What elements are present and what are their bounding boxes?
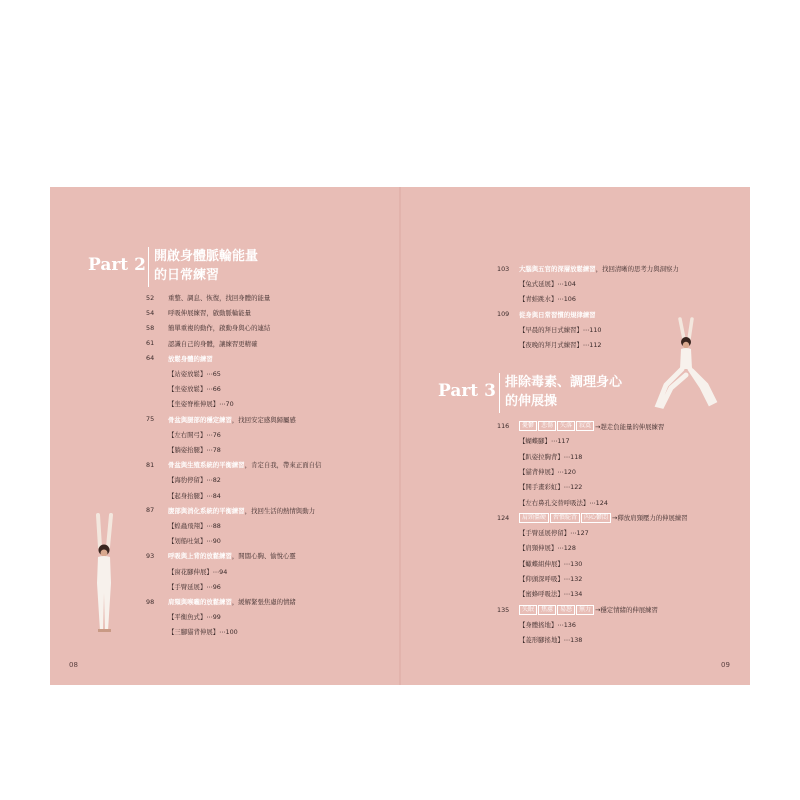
- toc-entry-text: ，肯定自我，帶來正面自信: [244, 461, 322, 470]
- part-label: Part 3: [438, 381, 496, 401]
- toc-entry: [146, 293, 270, 302]
- toc-subentry: 【坐姿脊椎伸展】⋯70: [168, 400, 234, 409]
- part-title-line: 排除毒素、調理身心: [505, 375, 623, 390]
- toc-entry: [146, 430, 221, 439]
- toc-subentry: 【左右鼻孔交替呼吸法】⋯124: [519, 498, 608, 507]
- toc-highlight-title: 大腦與五官的深層放鬆練習: [519, 265, 596, 273]
- toc-highlight-title: 骨盆與腿部的穩定練習: [168, 415, 232, 424]
- toc-entry-text: ，找回清晰的思考力與洞察力: [595, 265, 679, 273]
- toc-entry: [497, 421, 664, 431]
- toc-highlight-title: 肩頸與喉嚨的放鬆練習: [168, 598, 232, 606]
- part-title: [154, 247, 258, 285]
- toc-page-number: 54: [146, 308, 155, 317]
- toc-page-number: 124: [497, 513, 510, 522]
- toc-entry: [497, 543, 576, 552]
- toc-entry: [146, 597, 296, 606]
- toc-subentry: 【手臂延展停留】⋯127: [519, 529, 589, 538]
- toc-entry-text: →釋放肩頸壓力的伸展練習: [612, 514, 688, 523]
- toc-subentry: 【划船吐氣】⋯90: [168, 537, 221, 546]
- toc-keyword-tag: 肩頸僵硬: [519, 513, 549, 523]
- toc-entry: [146, 354, 213, 363]
- toc-page-number: 87: [146, 506, 155, 515]
- toc-entry-text: 呼吸伸展練習，啟動脈輪能量: [168, 309, 252, 318]
- toc-entry: [497, 310, 596, 319]
- toc-subentry: 【仰頭深呼吸】⋯132: [519, 575, 583, 583]
- toc-entry-text: →趕走負能量的伸展練習: [595, 422, 665, 431]
- part-divider: [148, 247, 149, 287]
- toc-entry: [497, 559, 582, 568]
- toc-entry-text: 簡單重複的動作，啟動身與心的連結: [168, 324, 271, 333]
- yoga-figure-image: [652, 315, 724, 411]
- toc-page-number: 61: [146, 339, 155, 348]
- toc-entry: [497, 620, 576, 629]
- toc-subentry: 【蝴蝶腳】⋯117: [519, 437, 570, 446]
- toc-entry: [146, 399, 234, 408]
- toc-subentry: 【青蛙跳水】⋯106: [519, 295, 576, 304]
- toc-entry: [146, 308, 251, 317]
- toc-keyword-tag: 無力: [576, 605, 594, 615]
- toc-keyword-tag: 失落: [557, 421, 575, 431]
- toc-entry: [146, 445, 221, 454]
- toc-entry: [497, 605, 658, 615]
- toc-entry: [146, 506, 315, 515]
- toc-entry: [497, 589, 582, 598]
- page-number: 08: [69, 661, 78, 669]
- toc-highlight-title: 腹部與消化系統的平衡練習: [168, 506, 245, 515]
- toc-subentry: 【蜜蜂呼吸法】⋯134: [519, 590, 583, 599]
- toc-subentry: 【窗花腳伸展】⋯94: [168, 567, 228, 576]
- toc-entry: [497, 340, 602, 349]
- toc-entry: [146, 551, 296, 560]
- toc-subentry: 【兔式延展】⋯104: [519, 280, 576, 289]
- toc-subentry: 【坐姿放鬆】⋯66: [168, 385, 221, 394]
- toc-page-number: 109: [497, 310, 510, 319]
- toc-entry: [497, 325, 602, 334]
- toc-page-number: 58: [146, 323, 155, 332]
- toc-keyword-tag: 習慣駝背: [550, 513, 580, 523]
- toc-subentry: 【菱形腳搖地】⋯138: [519, 636, 583, 645]
- page-gutter: [399, 187, 401, 685]
- toc-entry: [146, 369, 221, 378]
- toc-subentry: 【肩頸伸展】⋯128: [519, 544, 576, 553]
- toc-highlight-title: 從身與日常習慣的規律練習: [519, 310, 596, 319]
- toc-page-number: 81: [146, 460, 155, 469]
- toc-entry: [146, 567, 227, 576]
- toc-entry-text: 重整、調息、恢復，找回身體的能量: [168, 294, 271, 302]
- toc-page-number: 98: [146, 597, 155, 606]
- book-spread: [50, 187, 750, 685]
- toc-page-number: 135: [497, 605, 510, 614]
- toc-highlight-title: 放鬆身體的練習: [168, 354, 213, 363]
- toc-keyword-tag: 憂鬱: [519, 421, 537, 431]
- toc-entry: [146, 521, 221, 530]
- part-divider: [499, 373, 500, 413]
- toc-entry: [497, 635, 582, 644]
- toc-entry: [497, 452, 582, 461]
- toc-subentry: 【海豹停留】⋯82: [168, 476, 221, 485]
- toc-keyword-tag: 內心鬱悶: [581, 513, 611, 523]
- toc-subentry: 【左右開弓】⋯76: [168, 430, 221, 439]
- toc-entry: [146, 612, 221, 621]
- toc-entry: [146, 339, 257, 348]
- toc-keyword-tag: 失眠: [519, 605, 537, 615]
- toc-subentry: 【蠍蝶組伸展】⋯130: [519, 559, 583, 568]
- toc-page-number: 103: [497, 264, 510, 273]
- toc-subentry: 【起身抬腿】⋯84: [168, 491, 221, 500]
- toc-subentry: 【身體搖地】⋯136: [519, 620, 576, 629]
- toc-highlight-title: 骨盆與生殖系統的平衡練習: [168, 461, 245, 470]
- toc-page-number: 116: [497, 422, 510, 430]
- toc-entry: [497, 513, 688, 523]
- toc-entry: [497, 436, 570, 445]
- toc-entry: [497, 294, 576, 303]
- toc-entry: [146, 582, 221, 591]
- toc-page-number: 64: [146, 354, 155, 363]
- toc-entry-text: ，找回生活的熱情與動力: [244, 506, 315, 515]
- toc-subentry: 【早晨的拜日式練習】⋯110: [519, 325, 602, 334]
- toc-subentry: 【站姿放鬆】⋯65: [168, 370, 221, 378]
- part-title: [505, 373, 622, 411]
- toc-subentry: 【貓背伸展】⋯120: [519, 467, 576, 476]
- toc-subentry: 【夜晚的拜月式練習】⋯112: [519, 341, 602, 349]
- toc-entry-text: ，開闊心胸、愉悅心靈: [231, 552, 296, 561]
- yoga-figure-image: [87, 513, 123, 635]
- toc-entry: [146, 323, 270, 332]
- toc-keyword-tag: 焦慮: [538, 605, 556, 615]
- toc-subentry: 【躺姿抬腿】⋯78: [168, 446, 221, 454]
- toc-entry: [146, 460, 321, 469]
- toc-entry: [497, 467, 576, 476]
- page-number: 09: [721, 661, 730, 669]
- toc-keyword-tag: 悲傷: [538, 421, 556, 431]
- toc-entry: [146, 536, 221, 545]
- toc-entry-text: →穩定情緒的伸展練習: [595, 606, 658, 615]
- toc-entry: [146, 491, 221, 500]
- part-label: Part 2: [88, 255, 146, 275]
- toc-entry: [146, 384, 221, 393]
- toc-page-number: 93: [146, 551, 155, 560]
- toc-page-number: 52: [146, 293, 155, 302]
- toc-entry: [146, 627, 238, 636]
- toc-keyword-tag: 易怒: [557, 605, 575, 615]
- toc-entry: [497, 528, 589, 537]
- part-title-line: 的伸展操: [505, 394, 558, 409]
- toc-entry-text: ，找回安定感與歸屬感: [231, 415, 296, 424]
- toc-entry: [146, 415, 296, 424]
- toc-subentry: 【趴姿拉胸背】⋯118: [519, 452, 583, 461]
- toc-entry: [497, 279, 576, 288]
- toc-entry-text: 認識自己的身體，讓練習更精確: [168, 339, 258, 348]
- toc-subentry: 【三腳貓背伸展】⋯100: [168, 628, 238, 637]
- part-title-line: 的日常練習: [154, 268, 220, 283]
- toc-keyword-tag: 寂寞: [576, 421, 594, 431]
- toc-subentry: 【手臂延展】⋯96: [168, 582, 221, 591]
- toc-page-number: 75: [146, 415, 155, 424]
- toc-entry: [497, 574, 582, 583]
- toc-highlight-title: 呼吸與上背的放鬆練習: [168, 552, 232, 561]
- toc-subentry: 【蝗蟲飛翔】⋯88: [168, 522, 221, 530]
- toc-entry: [497, 498, 608, 507]
- toc-entry: [497, 264, 679, 273]
- toc-subentry: 【開手畫彩虹】⋯122: [519, 483, 583, 492]
- toc-subentry: 【平衡魚式】⋯99: [168, 613, 221, 622]
- toc-entry: [146, 475, 221, 484]
- toc-entry: [497, 482, 582, 491]
- part-title-line: 開啟身體脈輪能量: [154, 249, 259, 264]
- toc-entry-text: ，緩解緊張焦慮的情緒: [231, 598, 296, 606]
